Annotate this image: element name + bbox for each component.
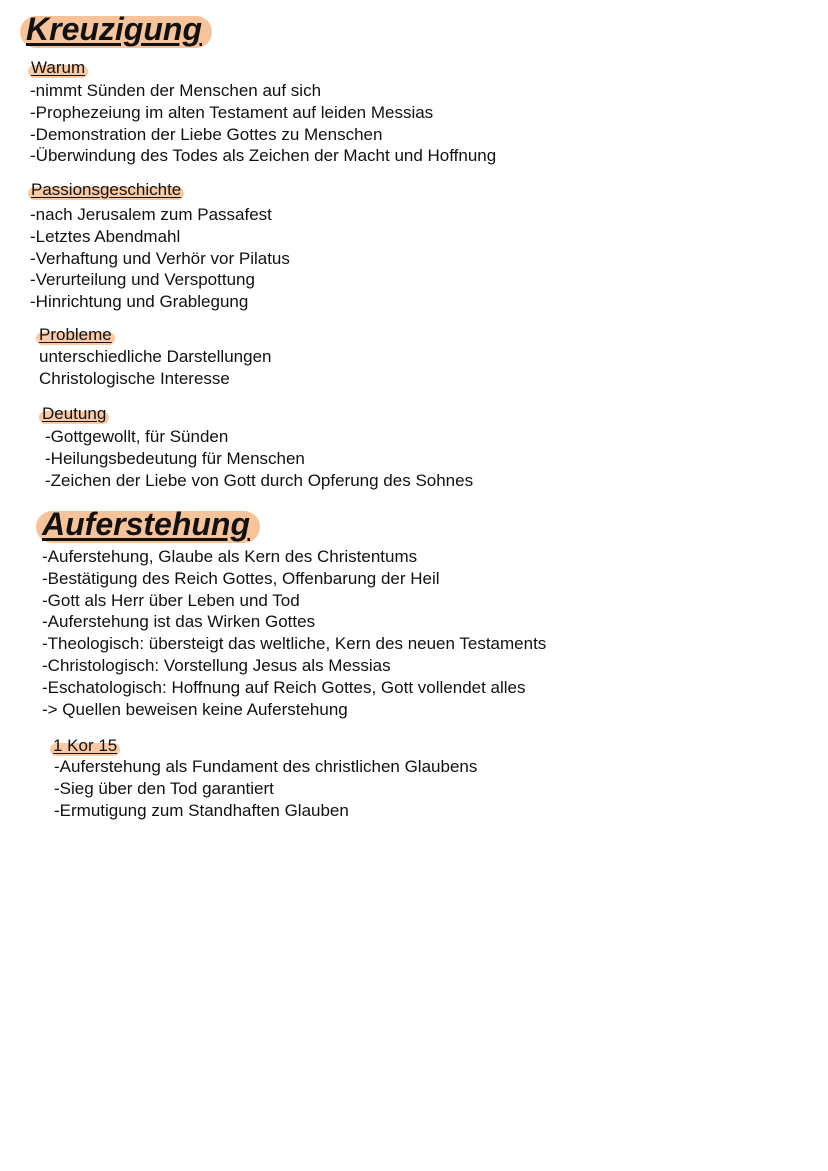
list-item: Christologische Interesse bbox=[39, 368, 230, 388]
list-item: -Bestätigung des Reich Gottes, Offenbarung der Heil bbox=[42, 568, 440, 588]
list-item: unterschiedliche Darstellungen bbox=[39, 347, 272, 366]
list-item: -> Quellen beweisen keine Auferstehung bbox=[42, 699, 348, 719]
list-item: -Auferstehung ist das Wirken Gottes bbox=[42, 612, 316, 632]
subsection-deutung bbox=[42, 403, 106, 425]
subsection-1-kor-15 bbox=[53, 735, 117, 757]
list-item: -Sieg über den Tod garantiert bbox=[54, 778, 274, 798]
section-title: Auferstehung bbox=[42, 506, 250, 542]
list-item: -Zeichen der Liebe von Gott durch Opferung des Sohnes bbox=[45, 470, 474, 490]
subsection-heading: Deutung bbox=[42, 404, 107, 423]
list-item: -Überwindung des Todes als Zeichen der Macht und Hoffnung bbox=[30, 146, 497, 166]
subsection-heading: Warum bbox=[31, 58, 86, 77]
list-item: -Gottgewollt, für Sünden bbox=[45, 427, 229, 446]
page-title: Kreuzigung bbox=[26, 11, 202, 47]
list-item: -Hinrichtung und Grablegung bbox=[30, 292, 249, 312]
subsection-warum bbox=[31, 57, 85, 79]
list-item: -Ermutigung zum Standhaften Glauben bbox=[54, 800, 349, 820]
list-item: -Auferstehung, Glaube als Kern des Christentums bbox=[42, 547, 418, 566]
list-item: -Heilungsbedeutung für Menschen bbox=[45, 448, 305, 468]
list-item: -Auferstehung als Fundament des christlichen Glaubens bbox=[54, 757, 478, 776]
list-passionsgeschichte bbox=[30, 204, 290, 313]
list-item: -Theologisch: übersteigt das weltliche, Kern des neuen Testaments bbox=[42, 634, 547, 654]
list-item: -Gott als Herr über Leben und Tod bbox=[42, 590, 300, 610]
subsection-heading: Probleme bbox=[39, 325, 112, 344]
section-title-kreuzigung bbox=[26, 10, 202, 48]
subsection-passionsgeschichte bbox=[31, 179, 181, 201]
list-warum bbox=[30, 80, 496, 167]
list-deutung bbox=[45, 426, 473, 491]
list-item: -Christologisch: Vorstellung Jesus als Messias bbox=[42, 655, 391, 675]
list-item: -Letztes Abendmahl bbox=[30, 226, 181, 246]
list-item: -Eschatologisch: Hoffnung auf Reich Gottes, Gott vollendet alles bbox=[42, 677, 526, 697]
list-item: -nach Jerusalem zum Passafest bbox=[30, 205, 272, 224]
list-item: -Verurteilung und Verspottung bbox=[30, 270, 255, 290]
subsection-heading: 1 Kor 15 bbox=[53, 736, 118, 755]
subsection-probleme bbox=[39, 324, 112, 346]
list-item: -nimmt Sünden der Menschen auf sich bbox=[30, 81, 322, 100]
section-title-auferstehung bbox=[42, 505, 250, 543]
subsection-heading: Passionsgeschichte bbox=[31, 180, 182, 199]
list-item: -Demonstration der Liebe Gottes zu Menschen bbox=[30, 124, 383, 144]
list-item: -Prophezeiung im alten Testament auf leiden Messias bbox=[30, 102, 434, 122]
list-probleme bbox=[39, 346, 271, 390]
list-item: -Verhaftung und Verhör vor Pilatus bbox=[30, 248, 290, 268]
list-1-kor-15 bbox=[54, 756, 477, 821]
list-auferstehung bbox=[42, 546, 546, 720]
